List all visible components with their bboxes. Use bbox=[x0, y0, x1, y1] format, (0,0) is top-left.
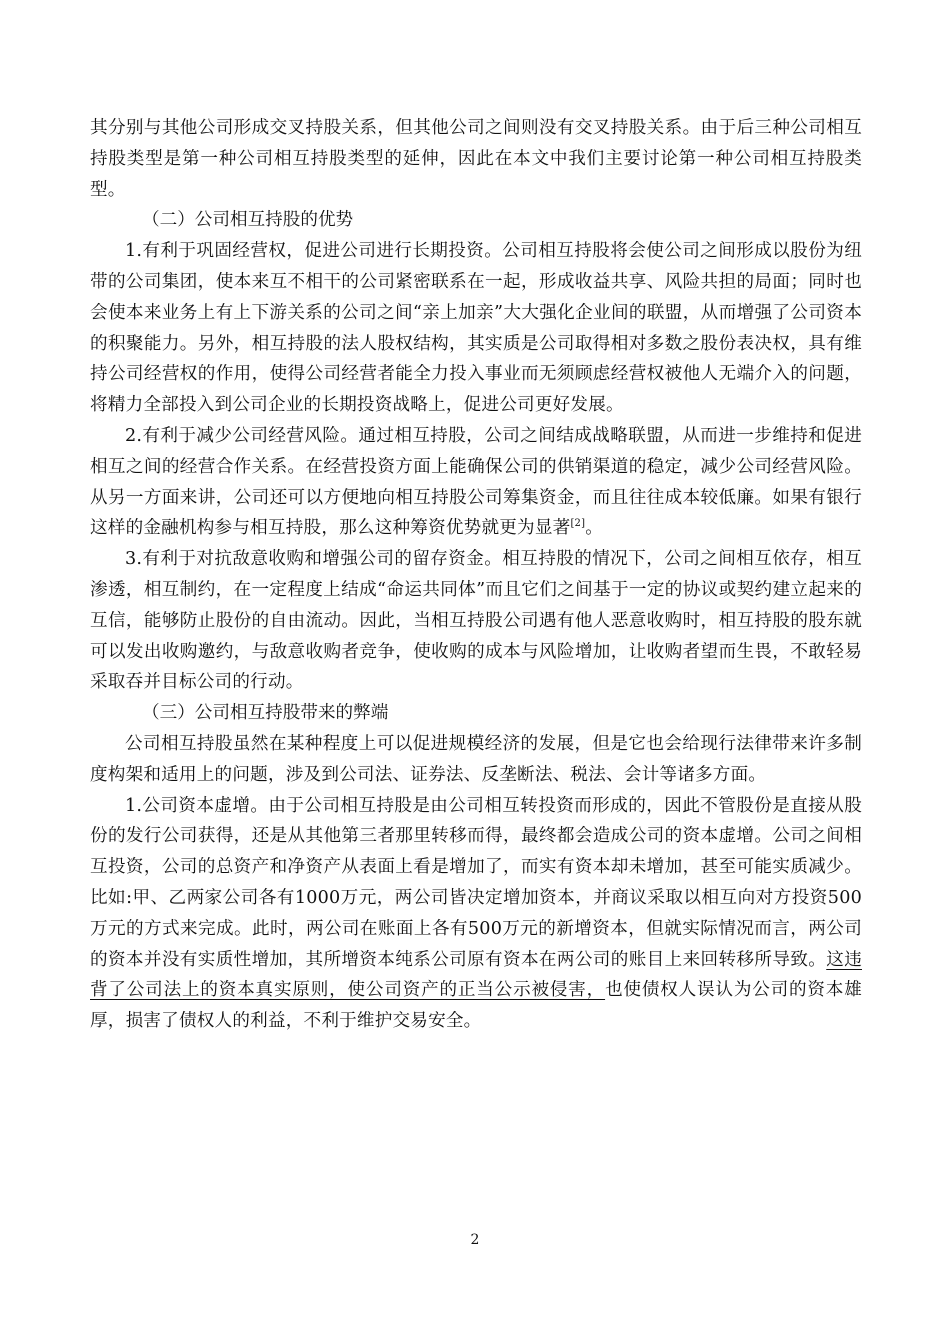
paragraph-advantage-2 bbox=[90, 421, 862, 544]
paragraph-continuation: 其分别与其他公司形成交叉持股关系，但其他公司之间则没有交叉持股关系。由于后三种公司相互持股类型是第一种公司相互持股类型的延伸，因此在本文中我们主要讨论第一种公司相互持股类型。 bbox=[90, 118, 862, 200]
section-heading-drawbacks: （三）公司相互持股带来的弊端 bbox=[142, 703, 389, 724]
paragraph-advantage-2-text: 2.有利于减少公司经营风险。通过相互持股，公司之间结成战略联盟，从而进一步维持和促进相互之间的经营合作关系。在经营投资方面上能确保公司的供销渠道的稳定，减少公司经营风险。从另一方面来讲，公司还可以方便地向相互持股公司筹集资金，而且往往成本较低廉。如果有银行这样的金融机构参与相互持股，那么这种筹资优势就更为显著 bbox=[90, 425, 862, 539]
paragraph-advantage-1: 1.有利于巩固经营权，促进公司进行长期投资。公司相互持股将会使公司之间形成以股份为纽带的公司集团，使本来互不相干的公司紧密联系在一起，形成收益共享、风险共担的局面；同时也会使本来业务上有上下游关系的公司之间“亲上加亲”大大强化企业间的联盟，从而增强了公司资本的积聚能力。另外，相互持股的法人股权结构，其实质是公司取得相对多数之股份表决权，具有维持公司经营权的作用，使得公司经营者能全力投入事业而无须顾虑经营权被他人无端介入的问题，将精力全部投入到公司企业的长期投资战略上，促进公司更好发展。 bbox=[90, 241, 862, 416]
paragraph-advantage-2-end: 。 bbox=[585, 518, 603, 539]
paragraph-drawback-1-text: 1.公司资本虚增。由于公司相互持股是由公司相互转投资而形成的，因此不管股份是直接从股份的发行公司获得，还是从其他第三者那里转移而得，最终都会造成公司的资本虚增。公司之间相互投资，公司的总资产和净资产从表面上看是增加了，而实有资本却未增加，甚至可能实质减少。比如:甲、乙两家公司各有1000万元，两公司皆决定增加资本，并商议采取以相互向对方投资500万元的方式来完成。此时，两公司在账面上各有500万元的新增资本，但就实际情况而言，两公司的资本并没有实质性增加，其所增资本纯系公司原有资本在两公司的账目上来回转移所导致。 bbox=[90, 795, 862, 970]
citation-reference: [2] bbox=[570, 518, 586, 530]
paragraph-drawback-1-tail: 也使债权人误认为公司的资本雄厚，损害了债权人的利益，不利于维护交易安全。 bbox=[90, 980, 862, 1032]
paragraph-drawbacks-intro: 公司相互持股虽然在某种程度上可以促进规模经济的发展，但是它也会给现行法律带来许多制度构架和适用上的问题，涉及到公司法、证券法、反垄断法、税法、会计等诸多方面。 bbox=[90, 733, 862, 785]
paragraph-advantage-3: 3.有利于对抗敌意收购和增强公司的留存资金。相互持股的情况下，公司之间相互依存，相互渗透，相互制约，在一定程度上结成“命运共同体”而且它们之间基于一定的协议或契约建立起来的互信，能够防止股份的自由流动。因此，当相互持股公司遇有他人恶意收购时，相互持股的股东就可以发出收购邀约，与敌意收购者竞争，使收购的成本与风险增加，让收购者望而生畏，不敢轻易采取吞并目标公司的行动。 bbox=[90, 549, 862, 693]
underlined-sentence: 这违背了公司法上的资本真实原则，使公司资产的正当公示被侵害， bbox=[90, 949, 862, 1001]
page-number: 2 bbox=[470, 1232, 480, 1248]
document-body bbox=[90, 113, 862, 1037]
section-heading-advantages: （二）公司相互持股的优势 bbox=[142, 210, 354, 231]
paragraph-drawback-1 bbox=[90, 791, 862, 1037]
